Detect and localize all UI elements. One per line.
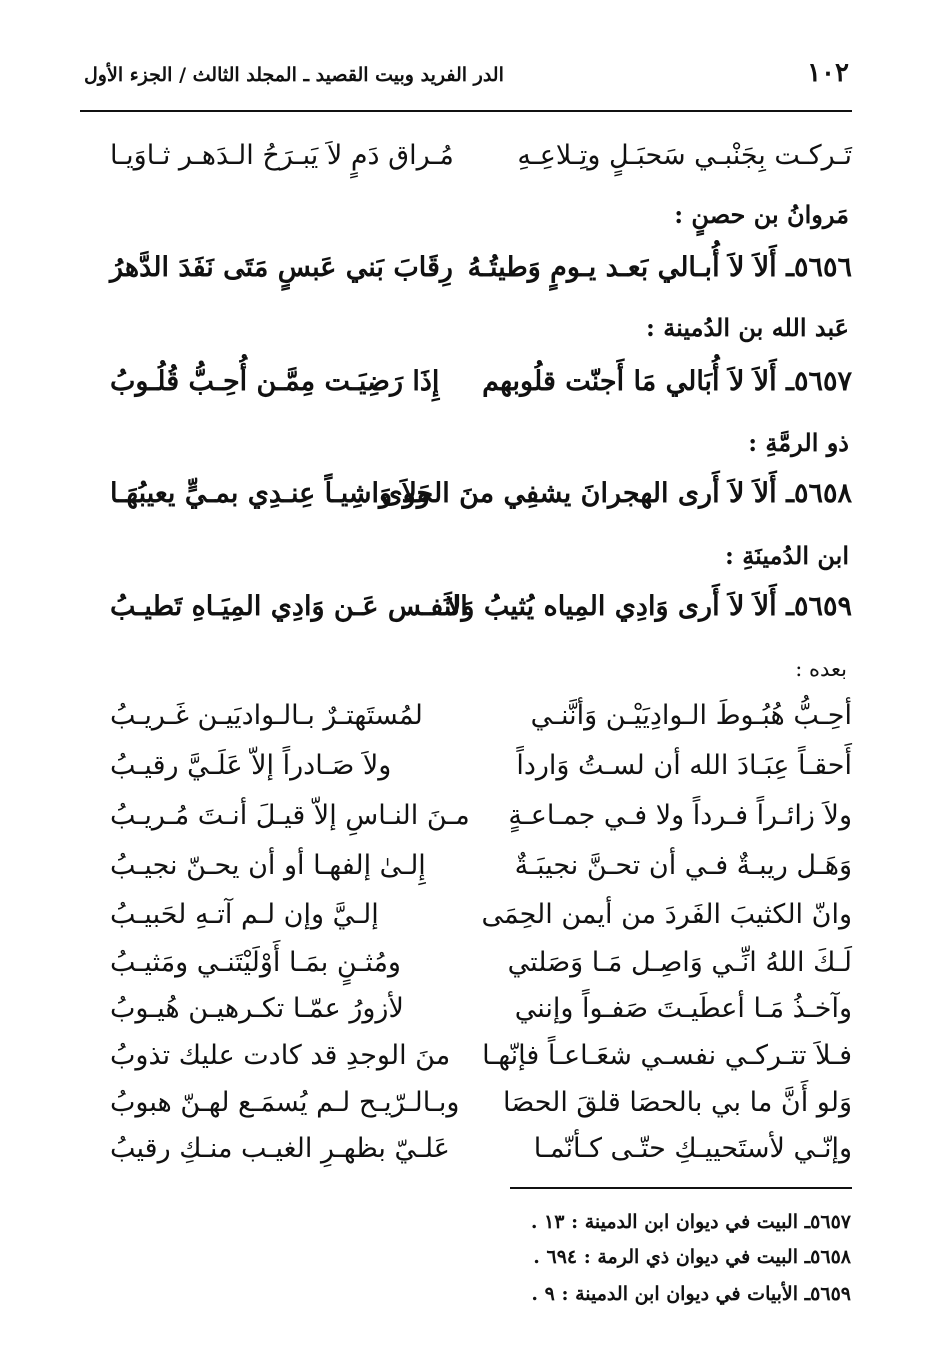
couplet-first-hemistich: وآخـذُ مَـا أعطَيـتَ صَفـواً وإنني xyxy=(514,993,852,1024)
poet-name: ذو الرمَّةِ : xyxy=(748,428,849,457)
page-number: ١٠٢ xyxy=(807,58,849,88)
verse-row xyxy=(80,252,852,308)
couplet-second-hemistich: إلـيَّ وإن لـم آتـهِ لحَبيـبُ xyxy=(110,899,379,930)
couplet-first-hemistich: لَـكَ اللهُ انِّـي وَاصِـل مَـا وَصَلتي xyxy=(507,947,852,978)
poet-name: مَروانُ بن حصنٍ : xyxy=(674,200,849,229)
couplet-row xyxy=(80,1133,852,1189)
verse-first-hemistich: ٥٦٥٧ـ أَلاَ لاَ أُبَالي مَا أَجنّت قلُوبهم xyxy=(482,366,852,397)
verse-first-hemistich: ٥٦٥٨ـ أَلاَ لاَ أَرى الهجرانَ يشفِي منَ الجَوى xyxy=(381,478,852,509)
poet-name: ابن الدُمينَةِ : xyxy=(725,541,849,570)
couplet-first-hemistich: أَحقـاً عِبَـادَ الله أن لسـتُ وَارداً xyxy=(516,750,852,781)
verse-row xyxy=(80,366,852,422)
couplet-second-hemistich: لأزورُ عمّـا تكـرهيـن هُيـوبُ xyxy=(110,993,404,1024)
verse-second-hemistich: إِذَا رَضِيَـت مِمَّـن أُحِـبُّ قُلُـوبُ xyxy=(110,366,440,397)
couplet-first-hemistich: وانّ الكثيبَ الفَردَ من أيمن الحِمَى xyxy=(481,899,852,930)
footnote: ٥٦٥٩ـ الأبيات في ديوان ابن الدمينة : ٩ . xyxy=(531,1283,851,1305)
running-header: الدر الفريد وبيت القصيد ـ المجلد الثالث / الجزء الأول xyxy=(84,64,504,86)
couplet-second-hemistich: ولاَ صَـادراً إلاّ عَلَـيَّ رقيـبُ xyxy=(110,750,392,781)
couplet-second-hemistich: لمُستَهتـرٌ بـالـواديَيـن غَـريـبُ xyxy=(110,700,423,731)
couplet-first-hemistich: وَهَـل ريبـةٌ فـي أن تحـنَّ نجيبَـةٌ xyxy=(514,850,852,881)
couplet-second-hemistich: ومُثـنٍ بمَـا أَوْلَيْتَنـي ومَثيـبُ xyxy=(110,947,401,978)
verse-row xyxy=(80,478,852,534)
verse-second-hemistich: مُـراق دَمٍ لاَ يَبـرَحُ الـدَهـر ثـاوَيـا xyxy=(110,140,454,171)
couplet-row xyxy=(80,800,852,856)
verse-row xyxy=(80,591,852,647)
verse-first-hemistich: تَـركـت بِجَنْبـي سَحبَـلٍ وتِـلاعِـهِ xyxy=(517,140,852,171)
verse-first-hemistich: ٥٦٥٦ـ أَلاَ لاَ أُبـالي بَعـد يـومٍ وَطيتُـهُ xyxy=(467,252,852,283)
verse-row xyxy=(80,140,852,196)
couplet-row xyxy=(80,850,852,906)
couplet-first-hemistich: أحِـبُّ هُبُـوطَ الـوادِيَيْـن وَأنَّنـي xyxy=(530,700,852,731)
couplet-row xyxy=(80,700,852,756)
couplet-second-hemistich: وبـالـرّيـح لـم يُسمَـع لهـنّ هبوبُ xyxy=(110,1087,460,1118)
couplet-second-hemistich: عَلـيّ بظهـرِ الغيـب منـكِ رقيبُ xyxy=(110,1133,450,1164)
verse-second-hemistich: ولاَ وَاشِيـاً عِنـدِي بمـيٍّ يعيبُهَـا xyxy=(110,478,430,509)
header-rule xyxy=(80,110,852,112)
verse-second-hemistich: رِقَابَ بَني عَبسٍ مَتَى نَفَدَ الدَّهرُ xyxy=(110,252,453,283)
footnote: ٥٦٥٨ـ البيت في ديوان ذي الرمة : ٦٩٤ . xyxy=(533,1246,851,1268)
couplet-first-hemistich: فـلاَ تتـركـي نفسـي شعَـاعـاً فإنّهـا xyxy=(482,1040,852,1071)
footnote: ٥٦٥٧ـ البيت في ديوان ابن الدمينة : ١٣ . xyxy=(530,1211,851,1233)
couplet-first-hemistich: وإنّـي لأستَحييـكِ حتّـى كـأنّمـا xyxy=(533,1133,852,1164)
couplet-first-hemistich: وَلو أَنَّ ما بي بالحصَا قلقَ الحصَا xyxy=(503,1087,852,1118)
verse-first-hemistich: ٥٦٥٩ـ أَلاَ لاَ أَرى وَادِي المِياه يُثيبُ وَلاَ xyxy=(445,591,852,622)
couplet-second-hemistich: مـنَ النـاسِ إلاّ قيـلَ أنـتَ مُـريـبُ xyxy=(110,800,470,831)
verse-second-hemistich: النَفـس عَـن وَادِي المِيَـاهِ تَطيـبُ xyxy=(110,591,468,622)
footnote-rule xyxy=(510,1187,852,1189)
poet-name: عَبد الله بن الدُمينة : xyxy=(646,313,849,342)
couplet-second-hemistich: إِلـىٰ إلفهـا أو أن يحـنّ نجيـبُ xyxy=(110,850,426,881)
couplet-second-hemistich: منَ الوجدِ قد كادت عليك تذوبُ xyxy=(110,1040,451,1071)
couplet-first-hemistich: ولاَ زائـراً فـرداً ولا فـي جمـاعـةٍ xyxy=(508,800,852,831)
after-label: بعده : xyxy=(795,657,847,681)
couplet-row xyxy=(80,750,852,806)
